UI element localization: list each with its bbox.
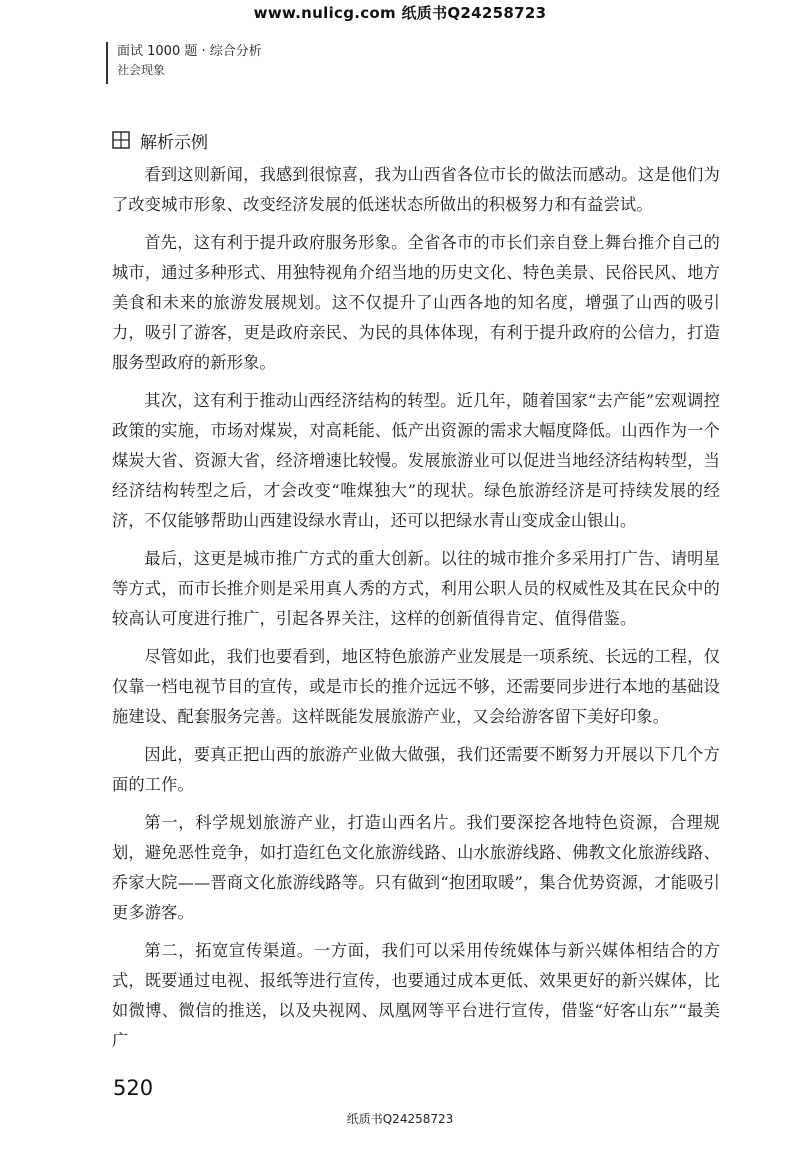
book-title: 面试 1000 题 · 综合分析	[117, 44, 262, 59]
analysis-box-icon	[112, 131, 130, 149]
paragraph: 首先，这有利于提升政府服务形象。全省各市的市长们亲自登上舞台推介自己的城市，通过多种形式、用独特视角介绍当地的历史文化、特色美景、民俗民风、地方美食和未来的旅游发展规划。这不仅提升了山西各地的知名度，增强了山西的吸引力，吸引了游客，更是政府亲民、为民的具体体现，有利于提升政府的公信力，打造服务型政府的新形象。	[112, 233, 720, 372]
chapter-subtitle: 社会现象	[117, 63, 166, 77]
body-text	[112, 160, 720, 1064]
section-heading	[112, 127, 208, 153]
paragraph: 看到这则新闻，我感到很惊喜，我为山西省各位市长的做法而感动。这是他们为了改变城市形象、改变经济发展的低迷状态所做出的积极努力和有益尝试。	[112, 165, 720, 214]
section-heading-label: 解析示例	[140, 132, 208, 153]
paragraph: 第一，科学规划旅游产业，打造山西名片。我们要深挖各地特色资源，合理规划，避免恶性竞争，如打造红色文化旅游线路、山水旅游线路、佛教文化旅游线路、乔家大院——晋商文化旅游线路等。只有做到“抱团取暖”，集合优势资源，才能吸引更多游客。	[112, 813, 720, 922]
paragraph: 因此，要真正把山西的旅游产业做大做强，我们还需要不断努力开展以下几个方面的工作。	[112, 745, 720, 794]
bottom-watermark: 纸质书Q24258723	[346, 1112, 454, 1126]
top-watermark: www.nulicg.com 纸质书Q24258723	[253, 4, 547, 22]
page-number: 520	[113, 1076, 154, 1100]
running-header	[106, 42, 262, 84]
paragraph: 其次，这有利于推动山西经济结构的转型。近几年，随着国家“去产能”宏观调控政策的实施，市场对煤炭，对高耗能、低产出资源的需求大幅度降低。山西作为一个煤炭大省、资源大省，经济增速比较慢。发展旅游业可以促进当地经济结构转型，当经济结构转型之后，才会改变“唯煤独大”的现状。绿色旅游经济是可持续发展的经济，不仅能够帮助山西建设绿水青山，还可以把绿水青山变成金山银山。	[112, 391, 720, 530]
paragraph: 最后，这更是城市推广方式的重大创新。以往的城市推介多采用打广告、请明星等方式，而市长推介则是采用真人秀的方式，利用公职人员的权威性及其在民众中的较高认可度进行推广，引起各界关注，这样的创新值得肯定、值得借鉴。	[112, 549, 720, 628]
paragraph: 第二，拓宽宣传渠道。一方面，我们可以采用传统媒体与新兴媒体相结合的方式，既要通过电视、报纸等进行宣传，也要通过成本更低、效果更好的新兴媒体，比如微博、微信的推送，以及央视网、凤凰网等平台进行宣传，借鉴“好客山东”“最美广	[112, 941, 720, 1050]
paragraph: 尽管如此，我们也要看到，地区特色旅游产业发展是一项系统、长远的工程，仅仅靠一档电视节目的宣传，或是市长的推介远远不够，还需要同步进行本地的基础设施建设、配套服务完善。这样既能发展旅游产业，又会给游客留下美好印象。	[112, 647, 720, 726]
